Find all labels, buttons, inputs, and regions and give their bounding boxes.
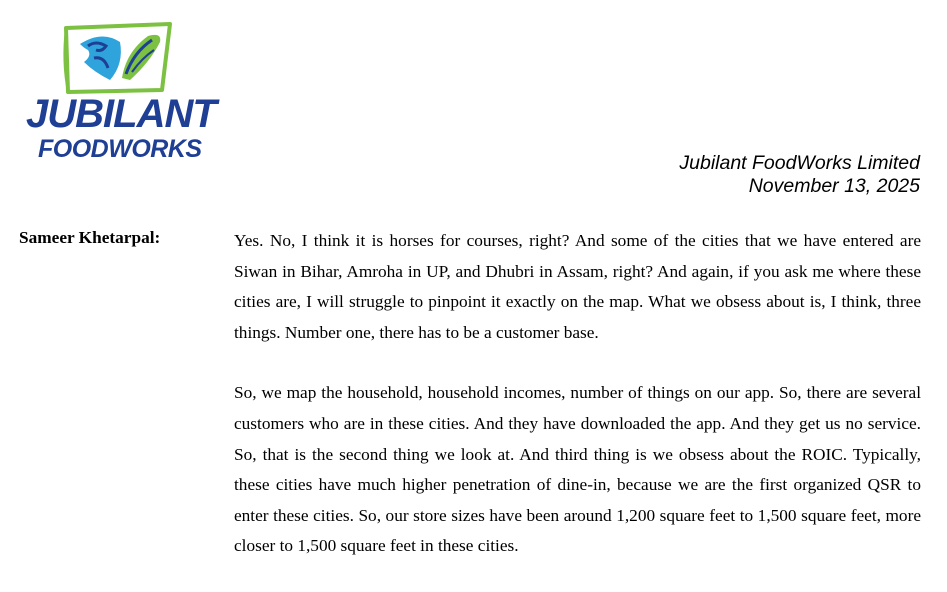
logo-wordmark-top: JUBILANT [26,92,216,136]
document-date: November 13, 2025 [748,175,920,197]
transcript-body [234,226,921,592]
speaker-name: Sameer Khetarpal: [19,228,161,247]
paragraph: Yes. No, I think it is horses for courses, right? And some of the cities that we have entered are Siwan in Bihar, Amroha in UP, and Dhubri in Assam, right? And again, if you ask me where these cities are, I will struggle to pinpoint it exactly on the map. What we obsess about is, I think, three things. Number one, there has to be a customer base. [234,231,921,342]
document-header [679,152,920,198]
company-name: Jubilant FoodWorks Limited [679,152,920,174]
logo-wordmark-bottom: FOODWORKS [38,135,202,163]
company-logo [22,22,222,170]
paragraph: So, we map the household, household incomes, number of things on our app. So, there are several customers who are in these cities. And they have downloaded the app. And they get us no service. So, that is the second thing we look at. And third thing is we obsess about the ROIC. Typically, these cities have much higher penetration of dine-in, because we are the first organized QSR to enter these cities. So, our store sizes have been around 1,200 square feet to 1,500 square feet, more closer to 1,500 square feet in these cities. [234,383,921,556]
logo-emblem-icon [22,22,222,97]
